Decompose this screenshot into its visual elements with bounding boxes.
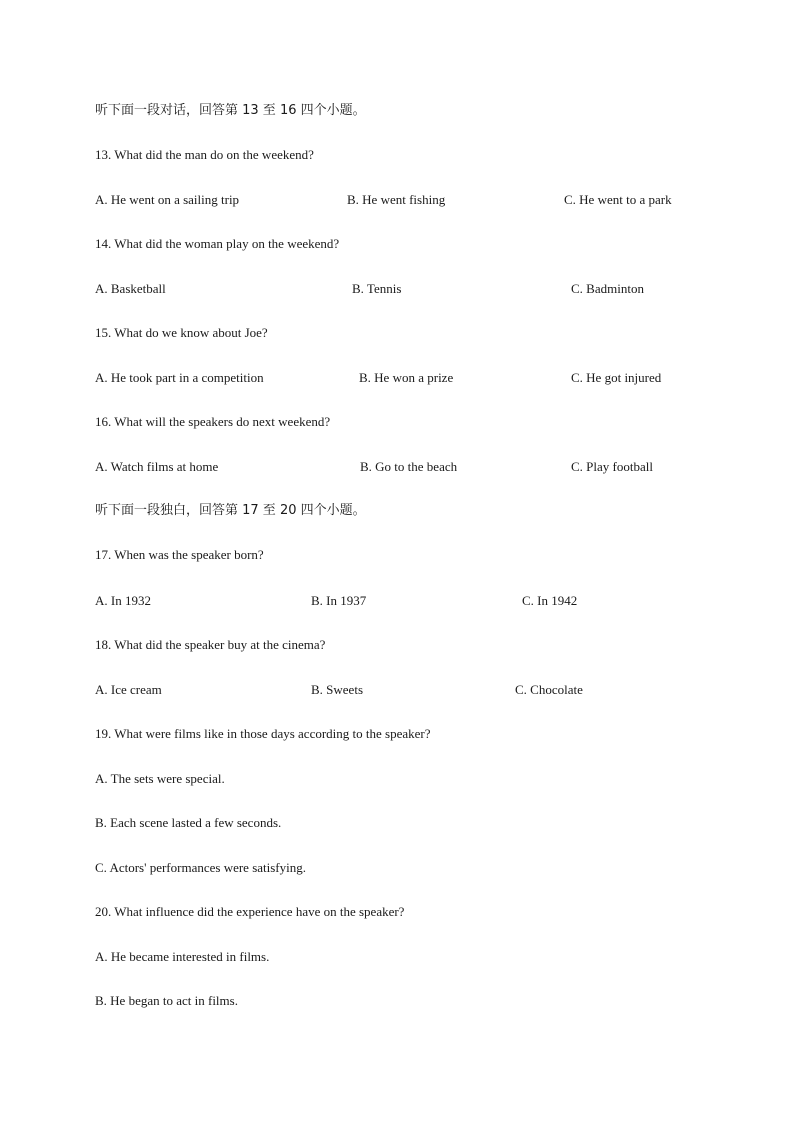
question-17-option-c: C. In 1942 (522, 593, 578, 608)
question-13: 13. What did the man do on the weekend? (95, 147, 314, 162)
question-15-option-a: A. He took part in a competition (95, 370, 264, 385)
question-18: 18. What did the speaker buy at the cinema? (95, 637, 326, 652)
question-13-option-a: A. He went on a sailing trip (95, 192, 240, 207)
question-20-option-b: B. He began to act in films. (95, 993, 238, 1008)
question-13-option-c: C. He went to a park (564, 192, 672, 207)
question-18-option-c: C. Chocolate (515, 682, 583, 697)
section-heading-monologue: 听下面一段独白，回答第 17 至 20 四个小题。 (95, 503, 366, 518)
question-16-option-a: A. Watch films at home (95, 459, 219, 474)
question-16-option-c: C. Play football (571, 459, 653, 474)
question-20-option-a: A. He became interested in films. (95, 949, 270, 964)
question-20: 20. What influence did the experience have on the speaker? (95, 904, 405, 919)
question-19-option-a: A. The sets were special. (95, 771, 225, 786)
question-15-option-c: C. He got injured (571, 370, 662, 385)
question-16-option-b: B. Go to the beach (360, 459, 458, 474)
question-14-option-a: A. Basketball (95, 281, 166, 296)
question-17: 17. When was the speaker born? (95, 547, 264, 562)
question-19: 19. What were films like in those days according to the speaker? (95, 726, 431, 741)
question-19-option-b: B. Each scene lasted a few seconds. (95, 815, 282, 830)
question-18-option-a: A. Ice cream (95, 682, 162, 697)
question-19-option-c: C. Actors' performances were satisfying. (95, 860, 307, 875)
question-16: 16. What will the speakers do next weekend? (95, 414, 331, 429)
question-15: 15. What do we know about Joe? (95, 325, 268, 340)
question-14: 14. What did the woman play on the weekend? (95, 236, 340, 251)
question-15-option-b: B. He won a prize (359, 370, 454, 385)
question-17-option-a: A. In 1932 (95, 593, 151, 608)
question-18-option-b: B. Sweets (311, 682, 363, 697)
question-17-option-b: B. In 1937 (311, 593, 367, 608)
section-heading-dialogue: 听下面一段对话，回答第 13 至 16 四个小题。 (95, 103, 366, 118)
question-14-option-c: C. Badminton (571, 281, 644, 296)
question-13-option-b: B. He went fishing (347, 192, 446, 207)
question-14-option-b: B. Tennis (352, 281, 402, 296)
